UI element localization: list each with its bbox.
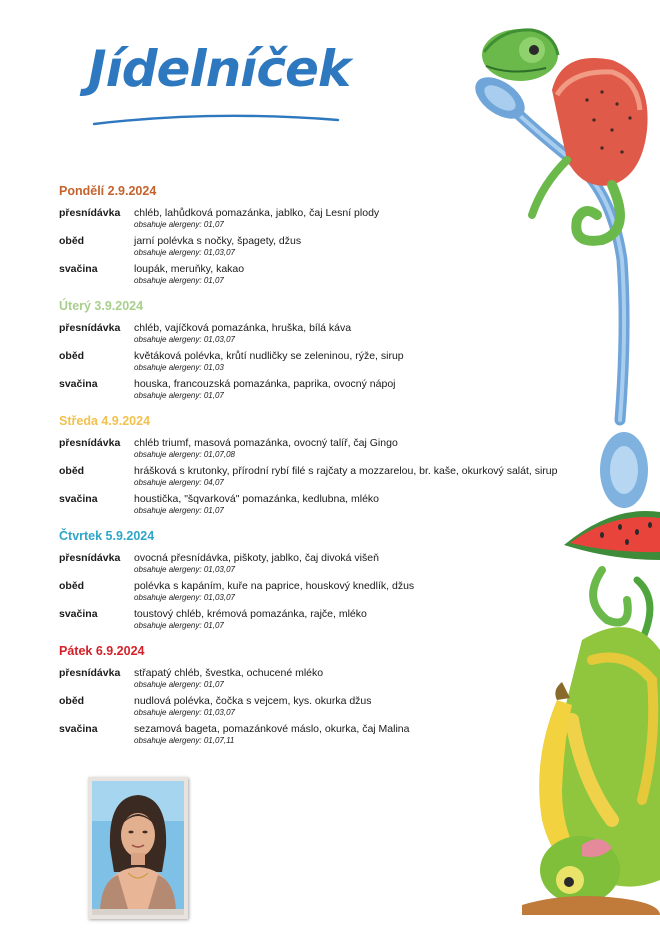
meal-food: jarní polévka s nočky, špagety, džus <box>134 235 302 247</box>
meal-food: květáková polévka, krůtí nudličky se zeleninou, rýže, sirup <box>134 350 404 362</box>
meal-allergens: obsahuje alergeny: 01,07 <box>134 220 224 229</box>
day-heading-friday: Pátek 6.9.2024 <box>59 644 145 658</box>
meal-label: oběd <box>59 695 85 707</box>
ground <box>522 896 660 915</box>
meal-label: oběd <box>59 580 85 592</box>
meal-food: nudlová polévka, čočka s vejcem, kys. okurka džus <box>134 695 372 707</box>
chameleon-decoration <box>462 0 660 931</box>
day-heading-monday: Pondělí 2.9.2024 <box>59 184 157 198</box>
meal-food: houstička, "šqvarková" pomazánka, kedlubna, mléko <box>134 493 380 505</box>
meal-food: hrášková s krutonky, přírodní rybí filé s rajčaty a mozzarelou, br. kaše, okurkový salát, sirup <box>134 465 558 477</box>
meal-allergens: obsahuje alergeny: 01,07 <box>134 621 224 630</box>
meal-label: svačina <box>59 608 98 620</box>
meal-allergens: obsahuje alergeny: 01,03,07 <box>134 708 235 717</box>
meal-allergens: obsahuje alergeny: 01,07,11 <box>134 736 235 745</box>
meal-food: střapatý chléb, švestka, ochucené mléko <box>134 667 324 679</box>
meal-food: chléb, lahůdková pomazánka, jablko, čaj Lesní plody <box>134 207 380 219</box>
meal-label: přesnídávka <box>59 207 121 219</box>
meal-food: ovocná přesnídávka, piškoty, jablko, čaj divoká višeň <box>134 552 379 564</box>
meal-label: přesnídávka <box>59 322 121 334</box>
meal-food: chléb triumf, masová pomazánka, ovocný talíř, čaj Gingo <box>134 437 398 449</box>
meal-allergens: obsahuje alergeny: 01,03 <box>134 363 224 372</box>
meal-allergens: obsahuje alergeny: 01,03,07 <box>134 248 235 257</box>
cook-photo <box>88 777 188 919</box>
meal-food: loupák, meruňky, kakao <box>134 263 245 275</box>
meal-label: přesnídávka <box>59 667 121 679</box>
meal-label: přesnídávka <box>59 552 121 564</box>
page-title: Jídelníček <box>88 40 351 98</box>
meal-allergens: obsahuje alergeny: 01,03,07 <box>134 565 235 574</box>
meal-label: oběd <box>59 235 85 247</box>
day-heading-tuesday: Úterý 3.9.2024 <box>59 299 144 313</box>
day-heading-wednesday: Středa 4.9.2024 <box>59 414 151 428</box>
meal-allergens: obsahuje alergeny: 01,07 <box>134 276 224 285</box>
meal-allergens: obsahuje alergeny: 01,07,08 <box>134 450 235 459</box>
meal-allergens: obsahuje alergeny: 01,07 <box>134 680 224 689</box>
meal-food: polévka s kapáním, kuře na paprice, houskový knedlík, džus <box>134 580 415 592</box>
meal-label: svačina <box>59 263 98 275</box>
day-heading-thursday: Čtvrtek 5.9.2024 <box>59 529 155 543</box>
meal-label: přesnídávka <box>59 437 121 449</box>
meal-food: chléb, vajíčková pomazánka, hruška, bílá káva <box>134 322 352 334</box>
title-underline-swoosh <box>92 108 342 128</box>
meal-label: svačina <box>59 723 98 735</box>
meal-food: toustový chléb, krémová pomazánka, rajče, mléko <box>134 608 367 620</box>
meal-label: oběd <box>59 350 85 362</box>
meal-label: svačina <box>59 378 98 390</box>
meal-label: svačina <box>59 493 98 505</box>
meal-allergens: obsahuje alergeny: 01,07 <box>134 391 224 400</box>
chameleon-body-top <box>552 58 648 186</box>
meal-food: houska, francouzská pomazánka, paprika, ovocný nápoj <box>134 378 396 390</box>
meal-label: oběd <box>59 465 85 477</box>
cook-portrait-illustration <box>88 777 188 919</box>
meal-food: sezamová bageta, pomazánkové máslo, okurka, čaj Malina <box>134 723 410 735</box>
meal-allergens: obsahuje alergeny: 01,07 <box>134 506 224 515</box>
meal-allergens: obsahuje alergeny: 01,03,07 <box>134 335 235 344</box>
meal-allergens: obsahuje alergeny: 01,03,07 <box>134 593 235 602</box>
meal-allergens: obsahuje alergeny: 04,07 <box>134 478 224 487</box>
